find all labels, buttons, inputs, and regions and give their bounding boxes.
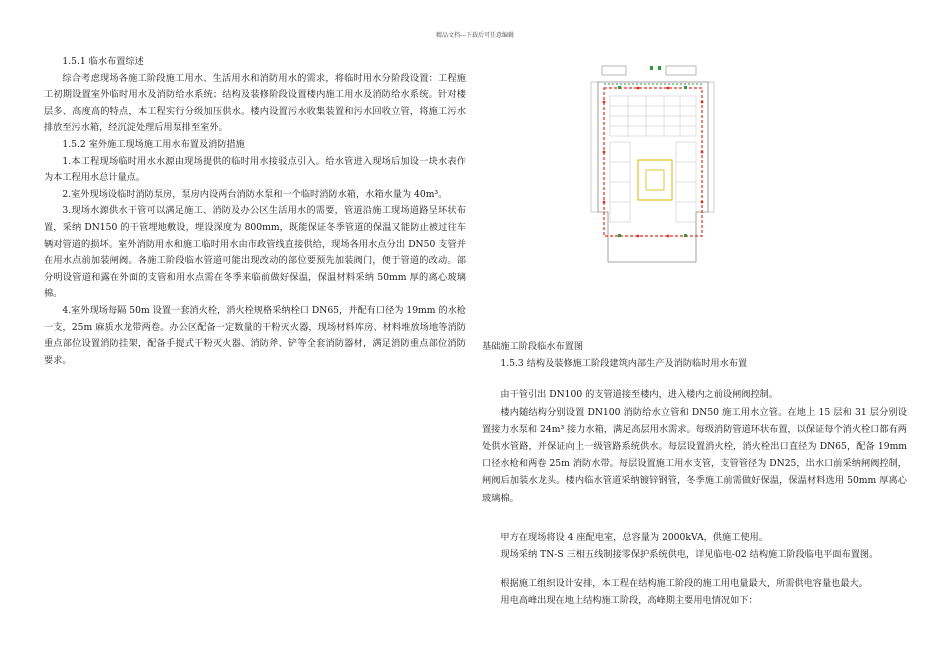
paragraph-riser-system: 楼内随结构分别设置 DN100 消防给水立管和 DN50 施工用水立管。在地上 15 层和 31 层分别设置接力水泵和 24m³ 接力水箱，满足高层用水需求。每级消防管道环状布置，以保证每个消火栓口都有两处供水管路，并保证向上一级管路系统供水。每层设置消火栓，消火栓出口直径为 DN65，配备 19mm 口径水枪和两卷 25m 消防水带。每层设置施工用水支管，支管管径为 DN25，出水口前采纳闸阀控制，闸阀后加装水龙头。楼内临水管道采纳镀锌钢管，冬季施工前需做好保温，保温材料选用 50mm 厚离心玻璃棉。 (482, 406, 907, 504)
section-heading-1-5-2: 1.5.2 室外施工现场施工用水布置及消防措施 (62, 138, 245, 150)
paragraph-peak-load: 根据施工组织设计安排，本工程在结构施工阶段的施工用电量最大，所需供电容量也最大。 (500, 578, 868, 590)
paragraph-item-4: 4.室外现场每隔 50m 设置一套消火栓，消火栓规格采纳栓口 DN65，并配有口径为 19mm 的水枪一支，25m 麻质水龙带两卷。办公区配备一定数量的干粉灭火器，现场材料库房、材料堆放场地等消防重点部位设置消防挂架，配备手提式干粉灭火器、消防斧、铲等全套消防器材，满足消防重点部位消防要求。 (44, 304, 466, 366)
top-building-left (602, 66, 626, 75)
site-water-layout-figure (588, 62, 716, 274)
paragraph-item-2: 2.室外现场设临时消防泵房，泵房内设两台消防水泵和一个临时消防水箱，水箱水量为 40m³。 (62, 188, 448, 200)
paragraph-overview: 综合考虑现场各施工阶段施工用水、生活用水和消防用水的需求，将临时用水分阶段设置：工程施工初期设置室外临时用水及消防给水系统；结构及装修阶段设置楼内施工用水及消防给水系统。针对楼层多、高度高的特点，本工程实行分级加压供水。楼内设置污水收集装置和污水回收立管，将施工污水排放至污水箱，经沉淀处理后用泵排至室外。 (44, 72, 466, 134)
paragraph-tn-s-system: 现场采纳 TN-S 三相五线制接零保护系统供电，详见临电-02 结构施工阶段临电平面布置图。 (500, 549, 879, 561)
left-column (44, 54, 466, 369)
paragraph-item-1: 1.本工程现场临时用水水源由现场提供的临时用水接驳点引入。给水管进入现场后加设一块水表作为本工程用水总计量点。 (44, 155, 466, 184)
section-heading-1-5-3: 1.5.3 结构及装修施工阶段建筑内部生产及消防临时用水布置 (500, 358, 748, 370)
main-building (638, 160, 672, 200)
figure-caption: 基础施工阶段临水布置图 (482, 341, 584, 352)
paragraph-branch-pipe: 由干管引出 DN100 的支管道接至楼内，进入楼内之前设闸阀控制。 (500, 389, 779, 401)
paragraph-item-3: 3.现场水源供水干管可以满足施工、消防及办公区生活用水的需要，管道沿施工现场道路呈环状布置，采纳 DN150 的干管埋地敷设，埋设深度为 800mm，既能保证冬季管道的保温又能防止被过往车辆对管道的损坏。室外消防用水和施工临时用水由市政管线直接供给，现场各用水点分出 DN50 支管并在用水点前加装闸阀。各施工阶段临水管道可能出现改动的部位要预先加装阀门，便于管道的改动。部分明设管道和露在外面的支管和用水点需在冬季来临前做好保温，保温材料采纳 50mm 厚的离心玻璃棉。 (44, 205, 466, 300)
layout-grid (610, 96, 696, 222)
right-column (482, 338, 907, 610)
top-building-right (666, 66, 696, 75)
site-boundary (598, 82, 708, 262)
paragraph-substation: 甲方在现场将设 4 座配电室，总容量为 2000kVA，供施工使用。 (500, 531, 768, 543)
paragraph-peak-usage: 用电高峰出现在地上结构施工阶段，高峰期主要用电情况如下： (500, 595, 758, 607)
gate-marker-1 (650, 66, 653, 70)
valve-markers (618, 86, 687, 237)
building-core (646, 170, 664, 190)
gate-marker-2 (658, 66, 661, 70)
site-plan-drawing (588, 62, 716, 274)
page-header-note: 精品文档---下载后可任意编辑 (435, 32, 515, 39)
section-heading-1-5-1: 1.5.1 临水布置综述 (62, 56, 144, 67)
left-hatch-border (591, 82, 598, 212)
right-hatch-border (708, 82, 714, 212)
